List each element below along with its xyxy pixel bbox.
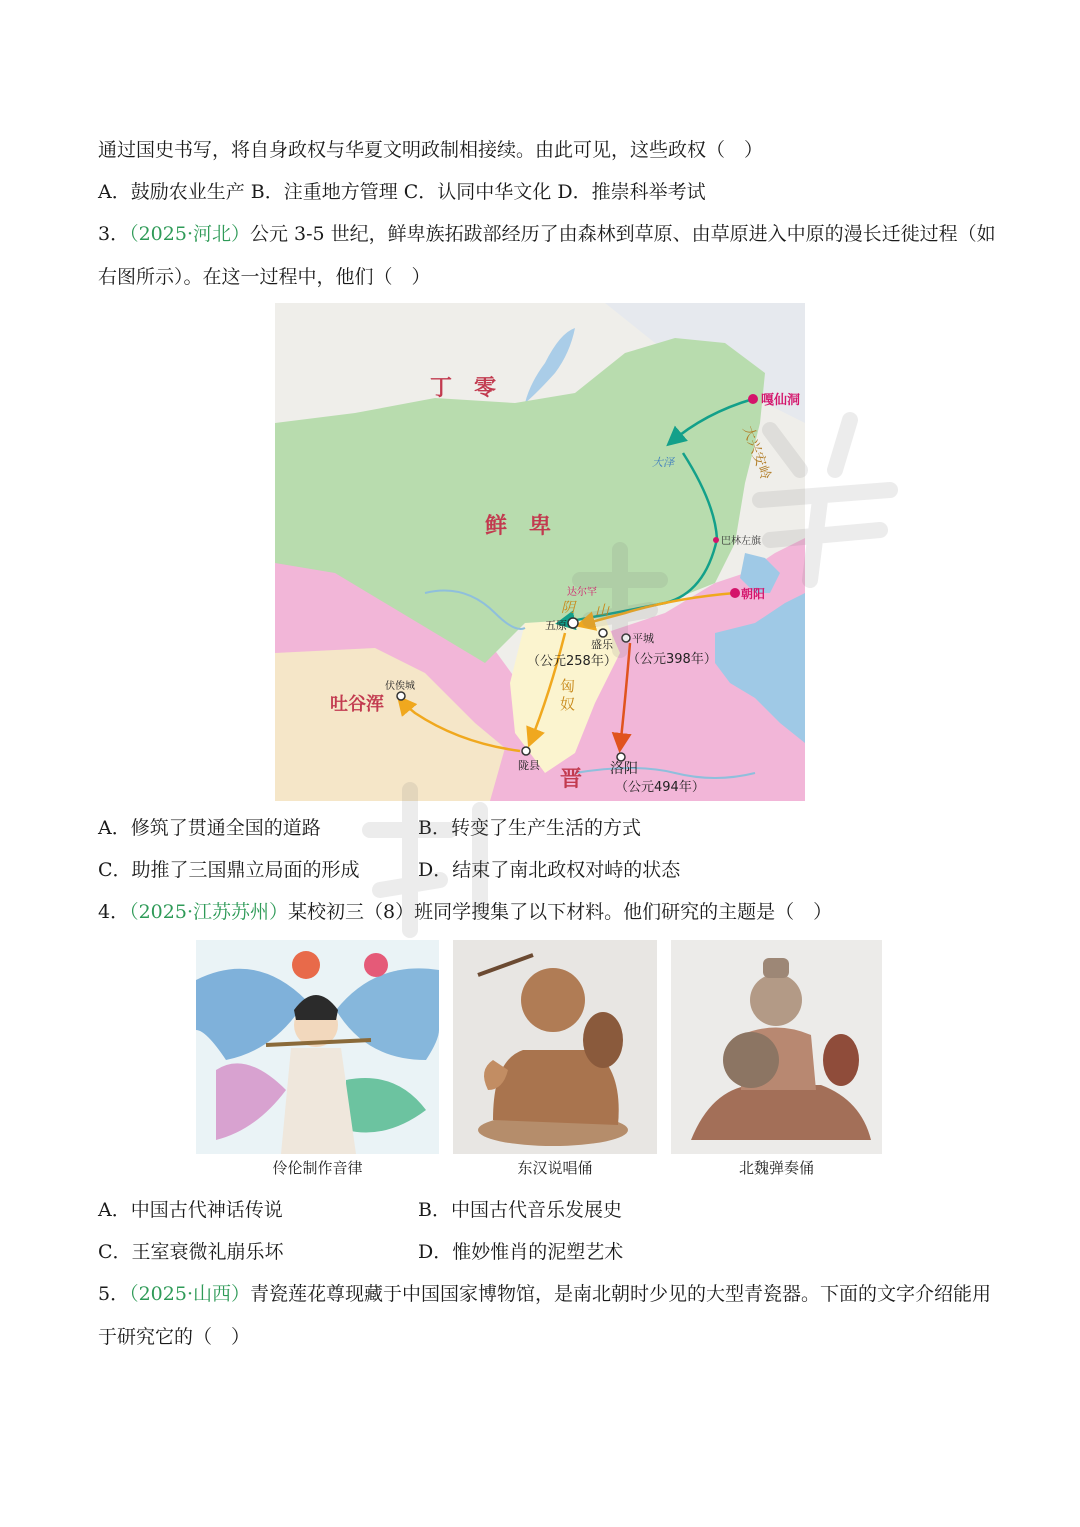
q3-option-b: B．转变了生产生活的方式	[418, 817, 641, 839]
question-source: （2025·山西）	[129, 1283, 250, 1305]
question-number: 4．	[98, 901, 130, 923]
q3-option-d: D．结束了南北政权对峙的状态	[418, 859, 681, 881]
place-wuyuan: 五原	[545, 619, 567, 632]
place-daxinganling: 大兴安岭	[739, 423, 774, 482]
q2-stem-tail: 通过国史书写，将自身政权与华夏文明政制相接续。由此可见，这些政权（ ）	[98, 139, 764, 161]
question-source: （2025·河北）	[129, 223, 250, 245]
q3-stem-text: 公元 3-5 世纪，鲜卑族拓跋部经历了由森林到草原、由草原进入中原的漫长迁徙过程（如	[250, 223, 996, 245]
place-chaoyang: 朝阳	[741, 587, 766, 601]
q4-option-a: A．中国古代神话传说	[98, 1199, 283, 1221]
gaxiandong-marker	[748, 394, 758, 404]
map-label-dingling: 丁 零	[430, 376, 497, 401]
caption-eastern-han-figurine: 东汉说唱俑	[517, 1159, 593, 1177]
place-shengle: 盛乐	[591, 638, 613, 651]
q3-stem-line-2: 右图所示）。在这一过程中，他们（ ）	[98, 266, 431, 288]
place-daze: 大泽	[652, 456, 674, 469]
map-label-jin: 晋	[560, 767, 583, 792]
year-494: （公元494年）	[615, 780, 705, 795]
place-gaxiandong: 嘎仙洞	[761, 393, 801, 408]
q5-stem-line-2: 于研究它的（ ）	[98, 1326, 251, 1348]
q3-option-a: A．修筑了贯通全国的道路	[98, 817, 321, 839]
map-label-tuguhun: 吐谷浑	[330, 694, 384, 715]
q4-option-b: B．中国古代音乐发展史	[418, 1199, 622, 1221]
place-yinshan-2: 山	[595, 603, 609, 619]
linglun-painting-image	[196, 940, 439, 1154]
question-number: 5．	[98, 1283, 130, 1305]
watermark	[330, 410, 930, 970]
map-label-xiongnu-1: 匈	[560, 677, 576, 695]
place-pingcheng: 平城	[632, 632, 654, 645]
q4-option-c: C．王室衰微礼崩乐坏	[98, 1241, 284, 1263]
place-luoyang: 洛阳	[610, 761, 638, 777]
q4-option-d: D．惟妙惟肖的泥塑艺术	[418, 1241, 624, 1263]
place-daerhan: 达尔罕	[567, 587, 597, 598]
storyteller-figurine-image	[453, 940, 657, 1154]
q5-stem-text: 青瓷莲花尊现藏于中国国家博物馆，是南北朝时少见的大型青瓷器。下面的文字介绍能用	[250, 1283, 992, 1305]
question-source: （2025·江苏苏州）	[129, 901, 288, 923]
place-longxian: 陇县	[518, 759, 540, 772]
year-258: （公元258年）	[527, 654, 617, 669]
q2-options: A．鼓励农业生产 B．注重地方管理 C．认同中华文化 D．推崇科举考试	[98, 181, 706, 203]
caption-northern-wei-figurine: 北魏弹奏俑	[738, 1159, 814, 1177]
place-yinshan-1: 阴	[561, 600, 575, 616]
q4-stem-text: 某校初三（8）班同学搜集了以下材料。他们研究的主题是（ ）	[288, 901, 833, 923]
caption-linglun: 伶伦制作音律	[272, 1159, 363, 1177]
musician-figurine-image	[671, 940, 882, 1154]
place-fusicheng: 伏俟城	[385, 681, 415, 692]
map-label-xiongnu-2: 奴	[560, 695, 576, 713]
map-label-xianbei: 鲜 卑	[485, 514, 552, 539]
q3-option-c: C．助推了三国鼎立局面的形成	[98, 859, 360, 881]
place-balinzuoqi: 巴林左旗	[721, 536, 761, 547]
question-number: 3．	[98, 223, 130, 245]
year-398: （公元398年）	[627, 652, 717, 667]
q5-stem-line-1	[98, 1280, 991, 1308]
q3-stem-line-1	[98, 220, 996, 248]
